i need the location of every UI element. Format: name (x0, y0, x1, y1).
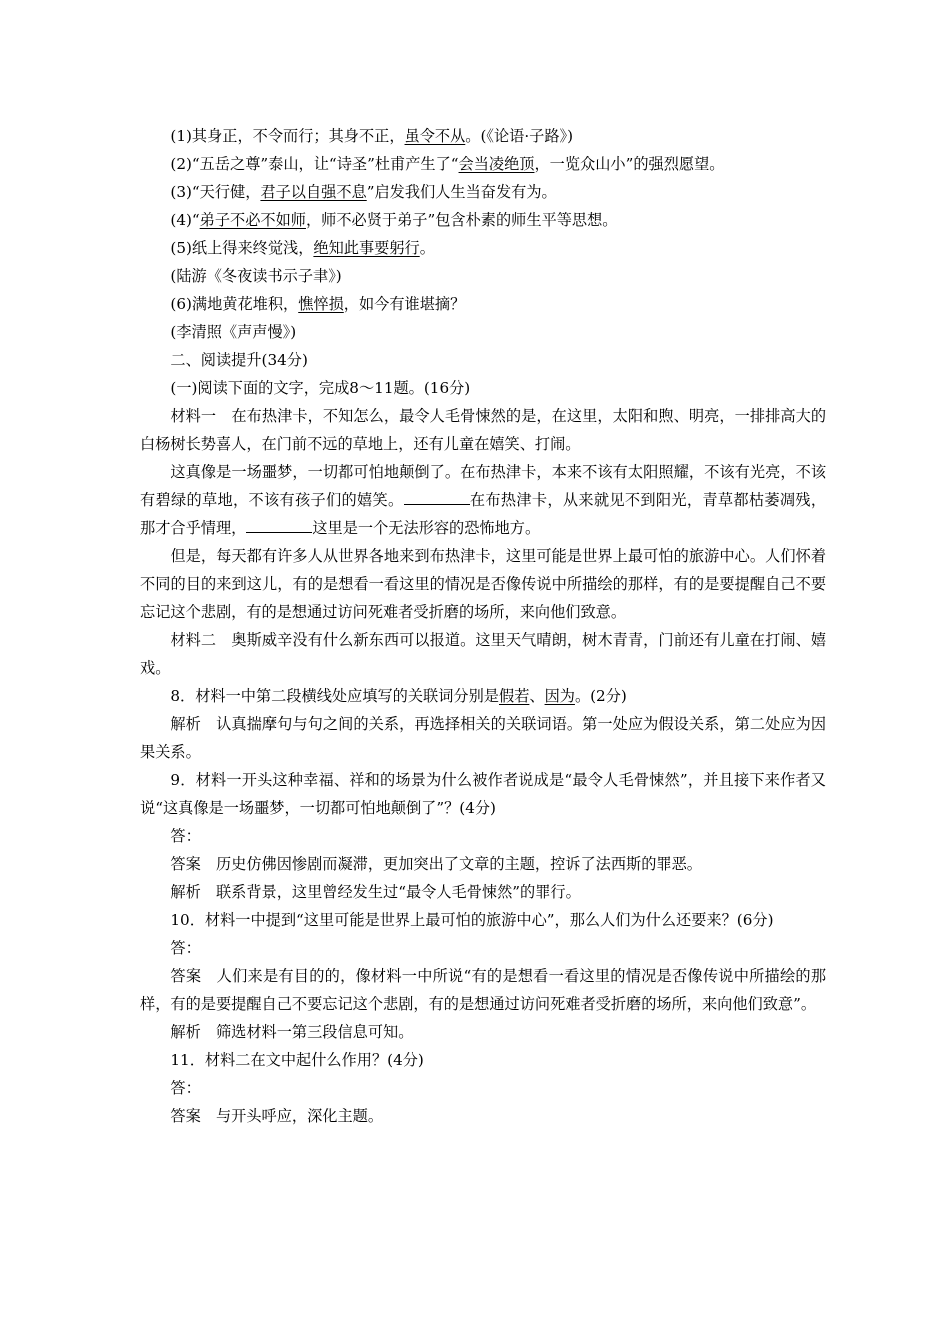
question-8 (140, 682, 826, 710)
answer: 虽令不从 (404, 127, 466, 145)
fill-blank-2[interactable] (246, 516, 312, 533)
material-1-paragraph-1 (140, 402, 826, 458)
answer: 绝知此事要躬行 (313, 239, 420, 257)
text: ，一览众山小”的强烈愿望。 (534, 155, 725, 173)
memorize-line-1 (140, 122, 826, 150)
analysis-label: 解析 (170, 715, 201, 733)
answer-label: 答案 (170, 967, 202, 985)
text: 在布热津卡，从来就见不到阳光，青草都枯萎凋残，那才合乎情理， (140, 491, 826, 537)
text: 与开头呼应，深化主题。 (215, 1107, 384, 1125)
material-label: 材料一 (170, 407, 217, 425)
text: 人们来是有目的的，像材料一中所说“有的是想看一看这里的情况是否像传说中所描绘的那样，有的是要提醒自己不要忘记这个悲剧，有的是想通过访问死难者受折磨的场所，来向他们致意”。 (140, 967, 827, 1013)
analysis-label: 解析 (170, 1023, 201, 1041)
text: 这真像是一场噩梦，一切都可怕地颠倒了。在布热津卡，本来不该有太阳照耀，不该有光亮，不该有碧绿的草地，不该有孩子们的嬉笑。 (140, 463, 826, 509)
answer: 假若 (499, 687, 530, 705)
text: 。(2分) (574, 687, 627, 705)
text: ，如今有谁堪摘？ (343, 295, 466, 313)
question-10-answer-prompt: 答： (170, 939, 201, 957)
text: 在布热津卡，不知怎么，最令人毛骨悚然的是，在这里，太阳和煦、明亮，一排排高大的白杨树长势喜人，在门前不远的草地上，还有儿童在嬉笑、打闹。 (140, 407, 827, 453)
text: 认真揣摩句与句之间的关系，再选择相关的关联词语。第一处应为假设关系，第二处应为因果关系。 (140, 715, 827, 761)
question-10-analysis (140, 1018, 826, 1046)
text: 联系背景，这里曾经发生过“最令人毛骨悚然”的罪行。 (215, 883, 581, 901)
text: 这里是一个无法形容的恐怖地方。 (312, 519, 541, 537)
memorize-line-6 (140, 290, 826, 318)
text: ，师不必贤于弟子”包含朴素的师生平等思想。 (305, 211, 618, 229)
memorize-source-6: (李清照《声声慢》) (170, 323, 297, 341)
material-1-paragraph-2 (140, 458, 826, 542)
text: (2)“五岳之尊”泰山，让“诗圣”杜甫产生了“ (170, 155, 459, 173)
answer: 弟子不必不如师 (199, 211, 306, 229)
answer-label: 答案 (170, 855, 201, 873)
section-subheading: (一)阅读下面的文字，完成8～11题。(16分) (170, 379, 471, 397)
answer: 憔悴损 (298, 295, 344, 313)
question-9-answer-prompt: 答： (170, 827, 201, 845)
section-heading: 二、阅读提升(34分) (170, 351, 308, 369)
answer-label: 答案 (170, 1107, 201, 1125)
question-8-analysis (140, 710, 826, 766)
text: (4)“ (170, 211, 200, 229)
analysis-label: 解析 (170, 883, 201, 901)
text: (5)纸上得来终觉浅， (170, 239, 314, 257)
question-9-analysis (140, 878, 826, 906)
question-11: 11．材料二在文中起什么作用？(4分) (170, 1051, 424, 1069)
text: 筛选材料一第三段信息可知。 (215, 1023, 414, 1041)
question-11-answer-prompt: 答： (170, 1079, 201, 1097)
answer: 因为 (544, 687, 575, 705)
text: 。 (419, 239, 435, 257)
text: ”启发我们人生当奋发有为。 (366, 183, 557, 201)
text: 。(《论语·子路》) (465, 127, 574, 145)
memorize-line-2 (140, 150, 826, 178)
material-2-paragraph (140, 626, 826, 682)
material-1-paragraph-3: 但是，每天都有许多人从世界各地来到布热津卡，这里可能是世界上最可怕的旅游中心。人们怀着不同的目的来到这儿，有的是想看一看这里的情况是否像传说中所描绘的那样，有的是要提醒自己不要忘记这个悲剧，有的是想通过访问死难者受折磨的场所，来向他们致意。 (140, 547, 826, 621)
question-11-answer (140, 1102, 826, 1130)
text: 8．材料一中第二段横线处应填写的关联词分别是 (170, 687, 499, 705)
text: 奥斯威辛没有什么新东西可以报道。这里天气晴朗，树木青青，门前还有儿童在打闹、嬉戏。 (140, 631, 827, 677)
question-9-answer (140, 850, 826, 878)
text: (1)其身正，不令而行；其身不正， (170, 127, 405, 145)
memorize-line-4 (140, 206, 826, 234)
memorize-line-3 (140, 178, 826, 206)
question-10-answer (140, 962, 826, 1018)
question-10: 10．材料一中提到“这里可能是世界上最可怕的旅游中心”，那么人们为什么还要来？(6分) (170, 911, 774, 929)
text: (6)满地黄花堆积， (170, 295, 299, 313)
memorize-source-5: (陆游《冬夜读书示子聿》) (170, 267, 342, 285)
text: (3)“天行健， (170, 183, 261, 201)
question-9: 9．材料一开头这种幸福、祥和的场景为什么被作者说成是“最令人毛骨悚然”，并且接下来作者又说“这真像是一场噩梦，一切都可怕地颠倒了”？(4分) (140, 771, 826, 817)
text: 历史仿佛因惨剧而凝滞，更加突出了文章的主题，控诉了法西斯的罪恶。 (215, 855, 702, 873)
answer: 君子以自强不息 (260, 183, 367, 201)
fill-blank-1[interactable] (404, 488, 470, 505)
text: 、 (529, 687, 545, 705)
answer: 会当凌绝顶 (458, 155, 535, 173)
document-page (140, 122, 826, 1130)
material-label: 材料二 (170, 631, 217, 649)
memorize-line-5 (140, 234, 826, 262)
